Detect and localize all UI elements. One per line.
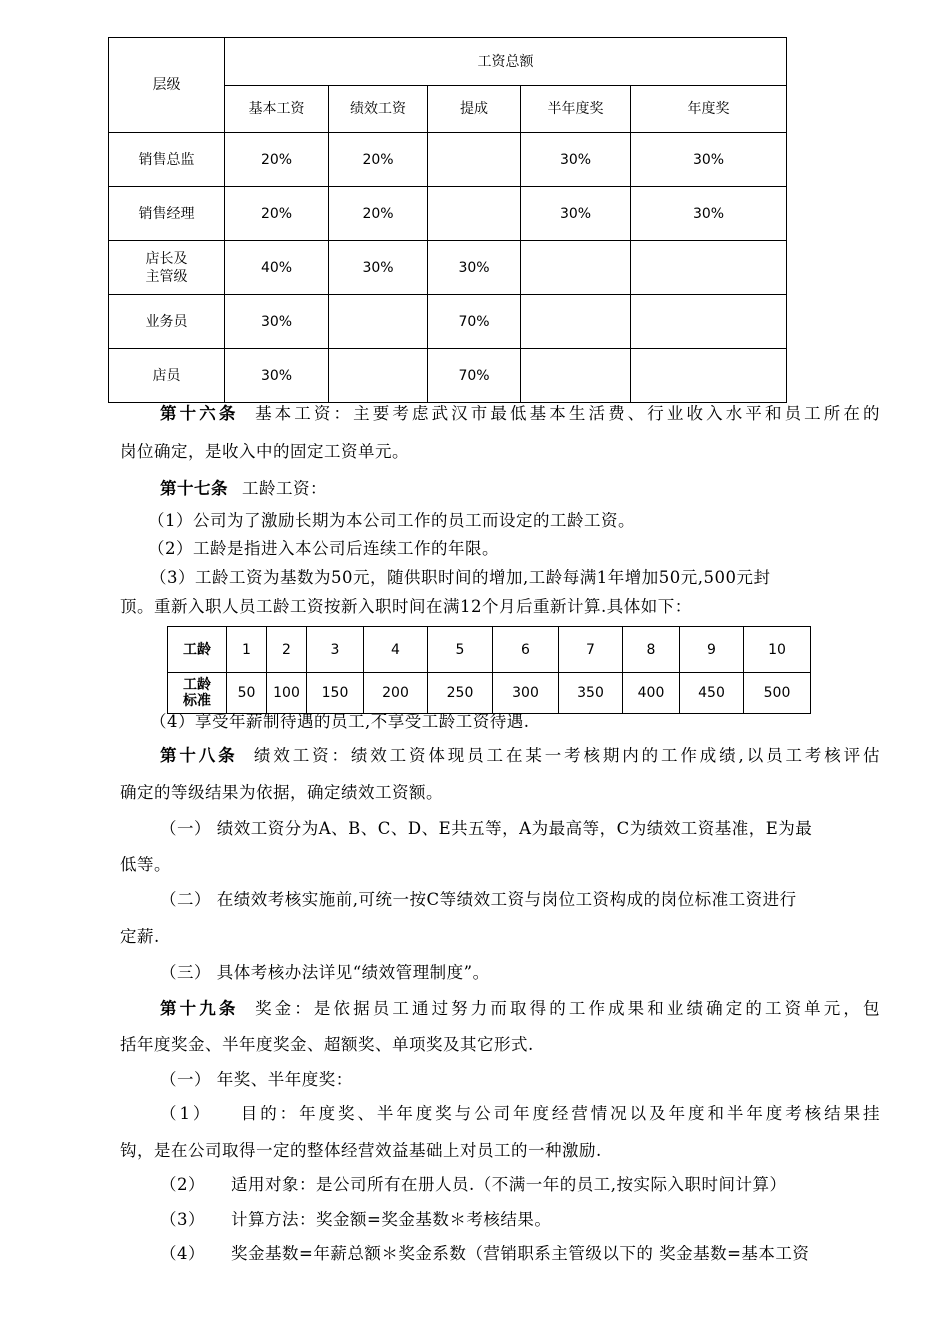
article-16-line-2: 岗位确定，是收入中的固定工资单元。: [120, 442, 409, 461]
article-19-line-2: 括年度奖金、半年度奖金、超额奖、单项奖及其它形式.: [120, 1035, 534, 1054]
row-level: 店长及 主管级: [109, 241, 225, 295]
table-cell: [521, 241, 631, 295]
table-cell: 20%: [329, 187, 428, 241]
table-cell: 30%: [631, 187, 787, 241]
table-cell: 100: [267, 673, 307, 714]
table-cell: [631, 241, 787, 295]
table-cell: 8: [623, 627, 680, 673]
table-cell: [329, 349, 428, 403]
seniority-years-row: [168, 627, 811, 673]
row-level: 业务员: [109, 295, 225, 349]
table-cell: [631, 295, 787, 349]
table-cell: 30%: [631, 133, 787, 187]
table-cell: 4: [364, 627, 428, 673]
table-cell: 5: [428, 627, 493, 673]
table-row: [109, 187, 787, 241]
table-cell: [428, 187, 521, 241]
table-cell: 350: [559, 673, 623, 714]
table-row: [109, 241, 787, 295]
row-level: 销售经理: [109, 187, 225, 241]
table-cell: 200: [364, 673, 428, 714]
salary-ratio-table: [108, 37, 787, 403]
article-19-item-1-line-2: 钩，是在公司取得一定的整体经营效益基础上对员工的一种激励.: [120, 1141, 602, 1160]
table-row: [109, 295, 787, 349]
article-17-item-2: （2）工龄是指进入本公司后连续工作的年限。: [148, 539, 499, 558]
table-cell: [631, 349, 787, 403]
column-header: 提成: [428, 86, 521, 133]
table-cell: 250: [428, 673, 493, 714]
article-17-item-3-line-2: 顶。重新入职人员工龄工资按新入职时间在满12个月后重新计算.具体如下：: [120, 597, 692, 616]
article-18-para-3: （三） 具体考核办法详见“绩效管理制度”。: [160, 963, 490, 982]
table-cell: 30%: [329, 241, 428, 295]
article-19-sub-1: （一） 年奖、半年度奖：: [160, 1070, 353, 1089]
table-cell: 30%: [521, 187, 631, 241]
article-19-item-3: （3） 计算方法：奖金额=奖金基数＊考核结果。: [160, 1210, 552, 1229]
table-cell: 30%: [428, 241, 521, 295]
table-cell: 7: [559, 627, 623, 673]
column-header: 基本工资: [225, 86, 329, 133]
seniority-standard-row: [168, 673, 811, 714]
row-level: 店员: [109, 349, 225, 403]
table-cell: 150: [307, 673, 364, 714]
seniority-standard-label: 工龄 标准: [168, 673, 227, 714]
article-19-line-1: 第十九条 奖金：是依据员工通过努力而取得的工作成果和业绩确定的工资单元，包: [160, 999, 881, 1018]
table-cell: 70%: [428, 295, 521, 349]
table-cell: 9: [680, 627, 744, 673]
table-cell: 1: [227, 627, 267, 673]
table-header-row: [109, 38, 787, 86]
article-18-line-1: 第十八条 绩效工资：绩效工资体现员工在某一考核期内的工作成绩,以员工考核评估: [160, 746, 881, 765]
table-cell: 30%: [225, 295, 329, 349]
table-cell: 300: [493, 673, 559, 714]
table-cell: 400: [623, 673, 680, 714]
table-cell: 20%: [225, 133, 329, 187]
table-cell: [428, 133, 521, 187]
level-header: 层级: [109, 38, 225, 133]
table-cell: 20%: [329, 133, 428, 187]
article-18-line-2: 确定的等级结果为依据，确定绩效工资额。: [120, 783, 443, 802]
seniority-label: 工龄: [168, 627, 227, 673]
article-16-line-1: 第十六条 基本工资：主要考虑武汉市最低基本生活费、行业收入水平和员工所在的: [160, 404, 881, 423]
article-19-item-4: （4） 奖金基数=年薪总额＊奖金系数（营销职系主管级以下的 奖金基数=基本工资: [160, 1244, 810, 1263]
table-row: [109, 133, 787, 187]
table-cell: 450: [680, 673, 744, 714]
total-salary-header: 工资总额: [225, 38, 787, 86]
table-cell: 10: [744, 627, 811, 673]
table-cell: 40%: [225, 241, 329, 295]
article-19-item-2: （2） 适用对象：是公司所有在册人员.（不满一年的员工,按实际入职时间计算）: [160, 1175, 787, 1194]
table-cell: 3: [307, 627, 364, 673]
seniority-table: [167, 626, 811, 714]
column-header: 年度奖: [631, 86, 787, 133]
article-18-para-2-line-1: （二） 在绩效考核实施前,可统一按C等绩效工资与岗位工资构成的岗位标准工资进行: [160, 890, 797, 909]
table-cell: [329, 295, 428, 349]
article-17-item-1: （1）公司为了激励长期为本公司工作的员工而设定的工龄工资。: [148, 511, 635, 530]
article-18-para-2-line-2: 定薪.: [120, 927, 160, 946]
column-header: 半年度奖: [521, 86, 631, 133]
table-cell: 500: [744, 673, 811, 714]
article-19-item-1-line-1: （1） 目的：年度奖、半年度奖与公司年度经营情况以及年度和半年度考核结果挂: [160, 1104, 881, 1123]
article-17-item-4: （4）享受年薪制待遇的员工,不享受工龄工资待遇.: [150, 712, 530, 731]
table-cell: 50: [227, 673, 267, 714]
table-cell: 70%: [428, 349, 521, 403]
table-cell: [521, 295, 631, 349]
column-header: 绩效工资: [329, 86, 428, 133]
table-cell: 30%: [521, 133, 631, 187]
article-18-para-1-line-2: 低等。: [120, 855, 171, 874]
table-cell: 2: [267, 627, 307, 673]
article-18-para-1-line-1: （一） 绩效工资分为A、B、C、D、E共五等，A为最高等，C为绩效工资基准，E为最: [160, 819, 813, 838]
article-17-item-3-line-1: （3）工龄工资为基数为50元，随供职时间的增加,工龄每满1年增加50元,500元封: [150, 568, 771, 587]
article-17-heading: 第十七条 工龄工资：: [160, 479, 327, 498]
table-cell: 6: [493, 627, 559, 673]
table-cell: 30%: [225, 349, 329, 403]
table-cell: [521, 349, 631, 403]
table-cell: 20%: [225, 187, 329, 241]
row-level: 销售总监: [109, 133, 225, 187]
table-row: [109, 349, 787, 403]
